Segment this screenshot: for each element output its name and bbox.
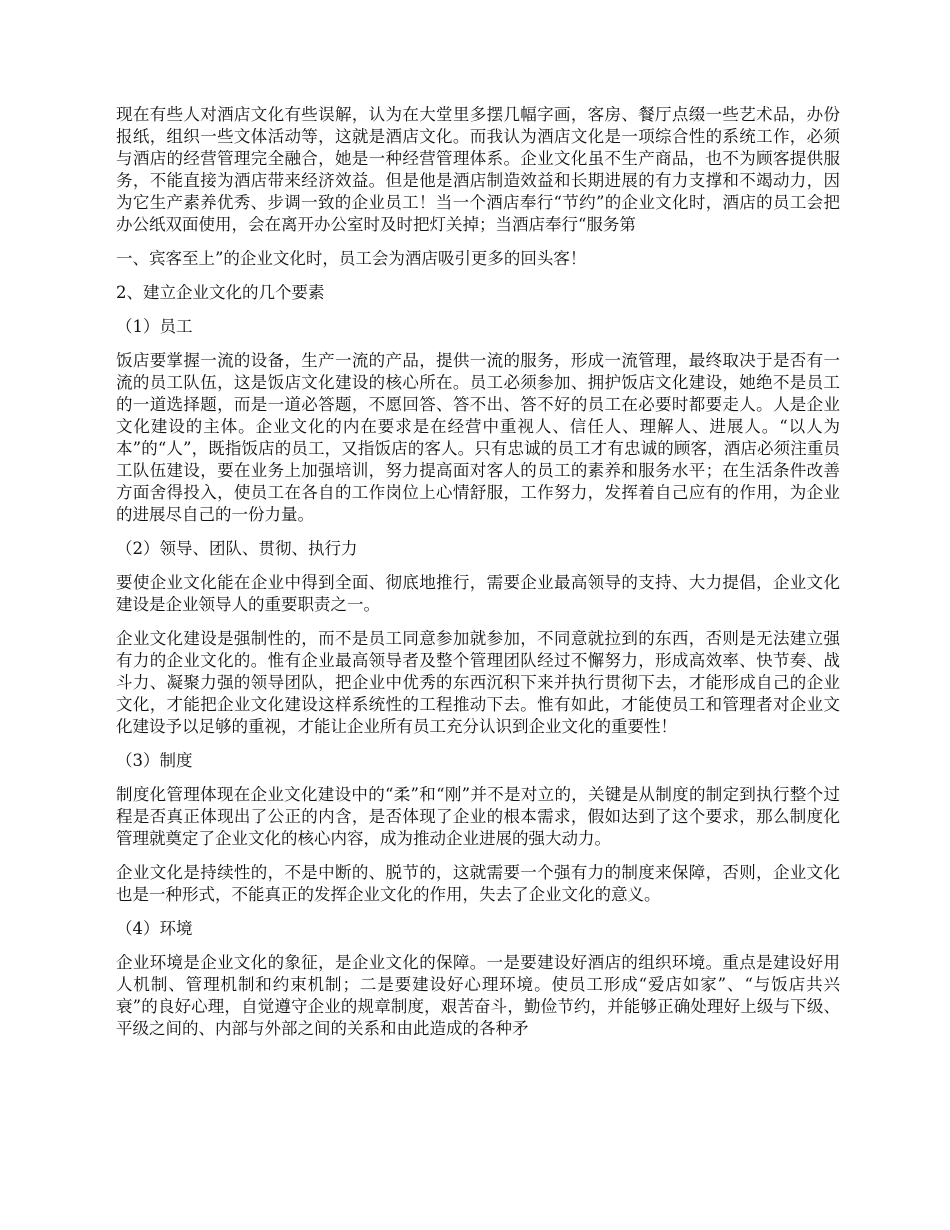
paragraph-leadership-1: 要使企业文化能在企业中得到全面、彻底地推行，需要企业最高领导的支持、大力提倡，企业文化建设是企业领导人的重要职责之一。 <box>116 573 840 614</box>
subheading-employees: （1）员工 <box>116 317 193 336</box>
paragraph-leadership-2: 企业文化建设是强制性的，而不是员工同意参加就参加，不同意就拉到的东西，否则是无法建立强有力的企业文化的。惟有企业最高领导者及整个管理团队经过不懈努力，形成高效率、快节奏、战斗力、凝聚力强的领导团队，把企业中优秀的东西沉积下来并执行贯彻下去，才能形成自己的企业文化，才能把企业文化建设这样系统性的工程推动下去。惟有如此，才能使员工和管理者对企业文化建设予以足够的重视，才能让企业所有员工充分认识到企业文化的重要性！ <box>116 629 840 736</box>
paragraph-environment: 企业环境是企业文化的象征，是企业文化的保障。一是要建设好酒店的组织环境。重点是建设好用人机制、管理机制和约束机制；二是要建设好心理环境。使员工形成“爱店如家”、“与饭店共兴衰”的良好心理，自觉遵守企业的规章制度，艰苦奋斗，勤俭节约，并能够正确处理好上级与下级、平级之间的、内部与外部之间的关系和由此造成的各种矛 <box>116 953 840 1038</box>
paragraph-system-1: 制度化管理体现在企业文化建设中的“柔”和“刚”并不是对立的，关键是从制度的制定到执行整个过程是否真正体现出了公正的内含，是否体现了企业的根本需求，假如达到了这个要求，那么制度化管理就奠定了企业文化的核心内容，成为推动企业进展的强大动力。 <box>116 785 840 848</box>
subheading-system: （3）制度 <box>116 751 193 770</box>
paragraph-guest-first: 一、宾客至上”的企业文化时，员工会为酒店吸引更多的回头客！ <box>116 249 587 268</box>
subheading-environment: （4）环境 <box>116 919 193 938</box>
paragraph-system-2: 企业文化是持续性的，不是中断的、脱节的，这就需要一个强有力的制度来保障，否则，企业文化也是一种形式，不能真正的发挥企业文化的作用，失去了企业文化的意义。 <box>116 863 840 904</box>
document-body <box>116 104 840 1052</box>
subheading-leadership: （2）领导、团队、贯彻、执行力 <box>116 539 358 558</box>
paragraph-intro: 现在有些人对酒店文化有些误解，认为在大堂里多摆几幅字画，客房、餐厅点缀一些艺术品，办份报纸，组织一些文体活动等，这就是酒店文化。而我认为酒店文化是一项综合性的系统工作，必须与酒店的经营管理完全融合，她是一种经营管理体系。企业文化虽不生产商品，也不为顾客提供服务，不能直接为酒店带来经济效益。但是他是酒店制造效益和长期进展的有力支撑和不竭动力，因为它生产素养优秀、步调一致的企业员工！当一个酒店奉行“节约”的企业文化时，酒店的员工会把办公纸双面使用，会在离开办公室时及时把灯关掉；当酒店奉行“服务第 <box>116 105 840 234</box>
section-heading-elements: 2、建立企业文化的几个要素 <box>116 283 325 302</box>
paragraph-employees: 饭店要掌握一流的设备，生产一流的产品，提供一流的服务，形成一流管理，最终取决于是否有一流的员工队伍，这是饭店文化建设的核心所在。员工必须参加、拥护饭店文化建设，她绝不是员工的一道选择题，而是一道必答题，不愿回答、答不出、答不好的员工在必要时都要走人。人是企业文化建设的主体。企业文化的内在要求是在经营中重视人、信任人、理解人、进展人。“以人为本”的“人”，既指饭店的员工，又指饭店的客人。只有忠诚的员工才有忠诚的顾客，酒店必须注重员工队伍建设，要在业务上加强培训，努力提高面对客人的员工的素养和服务水平；在生活条件改善方面舍得投入，使员工在各自的工作岗位上心情舒服，工作努力，发挥着自己应有的作用，为企业的进展尽自己的一份力量。 <box>116 351 840 524</box>
